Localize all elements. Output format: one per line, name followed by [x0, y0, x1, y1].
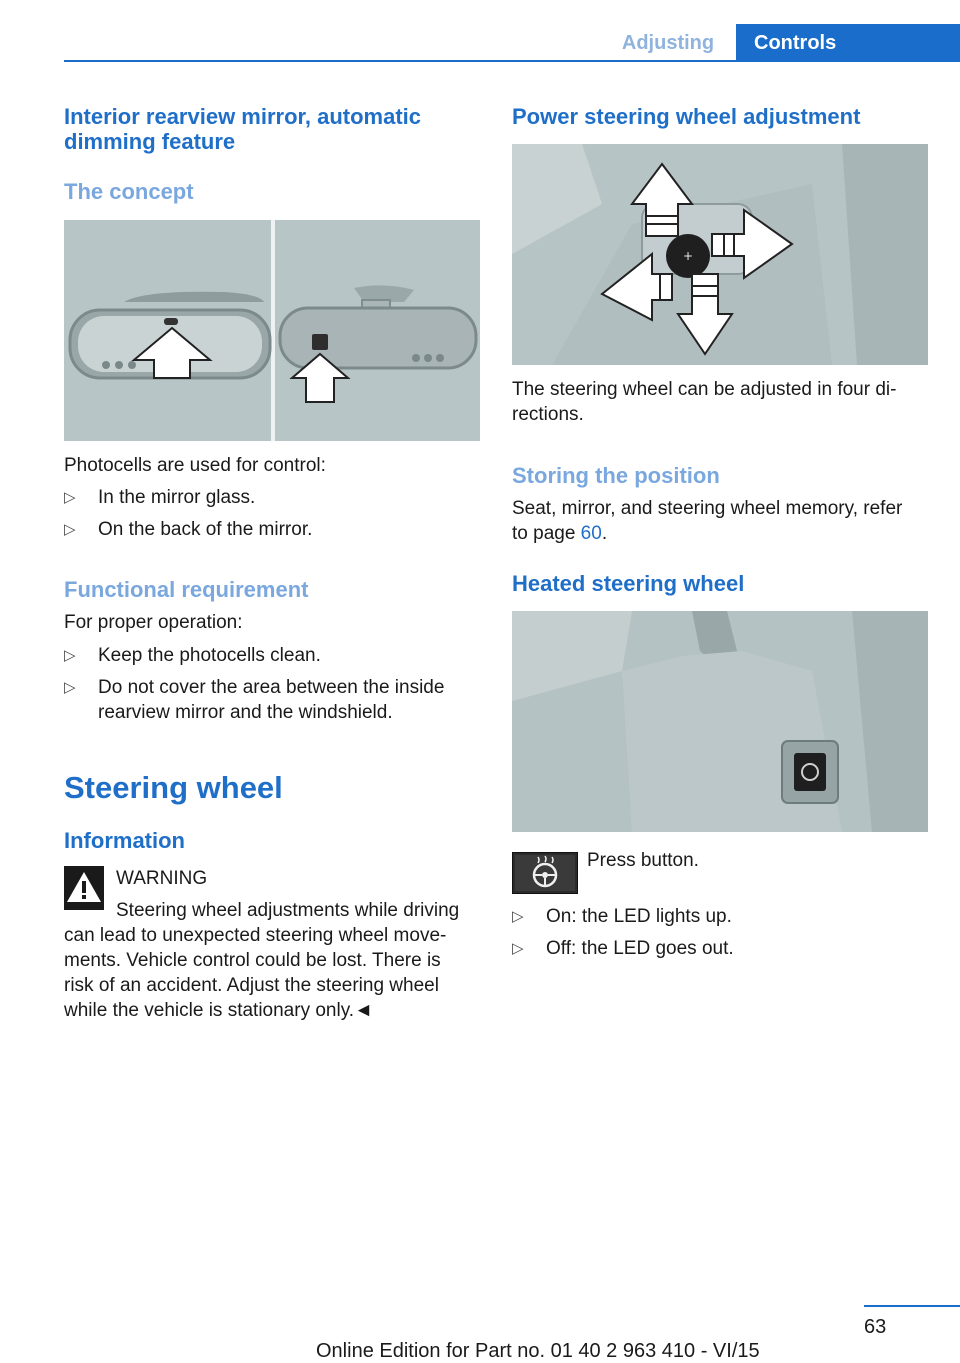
- photocells-intro: Photocells are used for control:: [64, 455, 326, 476]
- functional-intro: For proper operation:: [64, 612, 243, 633]
- warning-text-line: ments. Vehicle control could be lost. There is: [64, 950, 441, 971]
- heated-steering-wheel-icon: [512, 852, 578, 894]
- power-text-line: The steering wheel can be adjusted in four di-: [512, 379, 897, 400]
- triangle-right-icon: ▷: [512, 940, 524, 957]
- mirror-illustration: [64, 220, 480, 441]
- heated-steering-illustration: [512, 611, 928, 832]
- functional-heading: Functional requirement: [64, 577, 309, 602]
- list-item: ▷ On the back of the mirror.: [64, 519, 313, 540]
- warning-text-line: while the vehicle is stationary only.◄: [64, 1000, 373, 1021]
- heated-steering-svg: [512, 611, 928, 832]
- concept-heading: The concept: [64, 179, 194, 204]
- steering-wheel-heading: Steering wheel: [64, 770, 283, 805]
- warning-text-line: risk of an accident. Adjust the steering wheel: [64, 975, 439, 996]
- triangle-right-icon: ▷: [512, 908, 524, 925]
- header-rule: [64, 60, 960, 62]
- svg-text:+: +: [682, 249, 694, 263]
- footer-edition: Online Edition for Part no. 01 40 2 963 410 - VI/15: [316, 1340, 760, 1362]
- list-item: ▷ Keep the photocells clean.: [64, 645, 321, 666]
- triangle-right-icon: ▷: [64, 679, 76, 696]
- page-reference-link[interactable]: 60: [580, 523, 602, 544]
- warning-label: WARNING: [116, 868, 208, 889]
- list-item: ▷ Off: the LED goes out.: [512, 938, 734, 959]
- triangle-right-icon: ▷: [64, 647, 76, 664]
- footer-rule: [864, 1305, 960, 1307]
- power-steering-heading: Power steering wheel adjustment: [512, 104, 861, 129]
- mirror-heading: Interior rearview mirror, automatic dimming feature: [64, 104, 422, 154]
- information-heading: Information: [64, 828, 185, 853]
- steering-adjust-illustration: [512, 144, 928, 365]
- triangle-right-icon: ▷: [64, 521, 76, 538]
- storing-heading: Storing the position: [512, 463, 720, 488]
- list-item: ▷ On: the LED lights up.: [512, 906, 732, 927]
- header-chapter-tab: Controls: [736, 24, 960, 62]
- list-item: ▷ In the mirror glass.: [64, 487, 256, 508]
- storing-text-line: Seat, mirror, and steering wheel memory, refer: [512, 498, 903, 519]
- power-text-line: rections.: [512, 404, 584, 425]
- warning-text-line: Steering wheel adjustments while driving: [116, 900, 460, 921]
- header-section-label: Adjusting: [621, 32, 715, 54]
- press-button-text: Press button.: [587, 850, 699, 871]
- warning-triangle-icon: [64, 866, 104, 910]
- storing-text-line: to page 60.: [512, 523, 608, 544]
- steering-adjust-svg: [512, 144, 928, 365]
- mirror-illustration-svg: [64, 220, 480, 441]
- warning-text-line: can lead to unexpected steering wheel move-: [64, 925, 447, 946]
- list-item: ▷ Do not cover the area between the inside rearview mirror and the windshield.: [64, 677, 445, 723]
- triangle-right-icon: ▷: [64, 489, 76, 506]
- heated-steering-heading: Heated steering wheel: [512, 571, 745, 596]
- page-number: 63: [864, 1316, 887, 1338]
